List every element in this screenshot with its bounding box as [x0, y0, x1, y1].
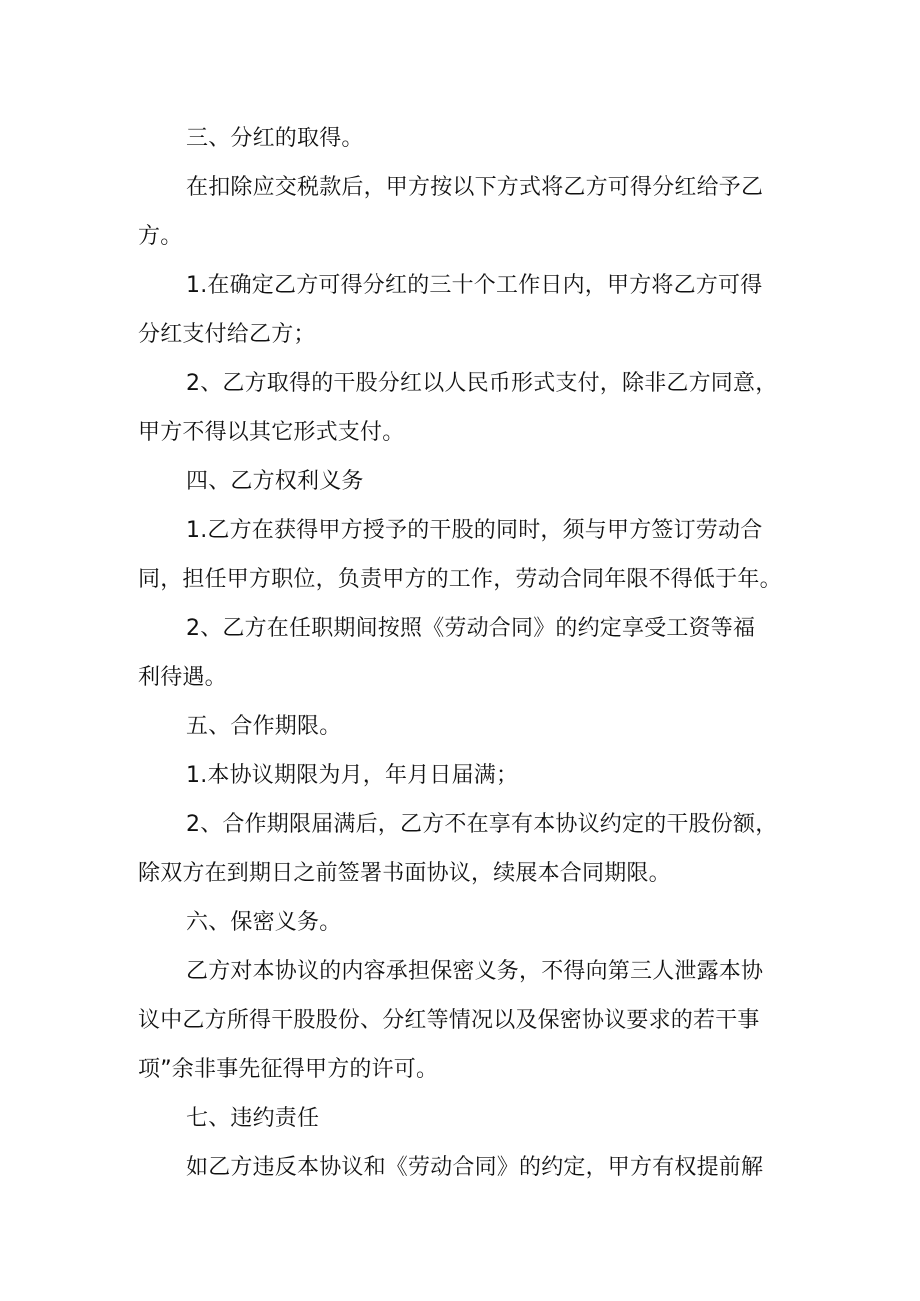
section-5-item-2-line: 2、合作期限届满后，乙方不在享有本协议约定的干股份额， — [186, 812, 778, 837]
section-7-heading: 七、违约责任 — [186, 1106, 320, 1131]
section-6-heading: 六、保密义务。 — [186, 910, 342, 935]
section-4-heading: 四、乙方权利义务 — [186, 469, 364, 494]
section-4-item-1-line: 同，担任甲方职位，负责甲方的工作，劳动合同年限不得低于年。 — [138, 567, 782, 592]
section-3-paragraph-line: 方。 — [138, 224, 183, 249]
section-3-paragraph-line: 在扣除应交税款后，甲方按以下方式将乙方可得分红给予乙 — [186, 175, 764, 200]
section-3-item-1-line: 分红支付给乙方； — [138, 322, 316, 347]
section-6-paragraph-line: 乙方对本协议的内容承担保密义务，不得向第三人泄露本协 — [186, 959, 764, 984]
section-3-item-2-line: 甲方不得以其它形式支付。 — [138, 420, 405, 445]
section-4-item-2-line: 利待遇。 — [138, 665, 227, 690]
section-5-item-1-line: 1.本协议期限为月，年月日届满； — [186, 763, 519, 788]
section-6-paragraph-line: 议中乙方所得干股股份、分红等情况以及保密协议要求的若干事 — [138, 1008, 760, 1033]
section-4-item-2-line: 2、乙方在任职期间按照《劳动合同》的约定享受工资等福 — [186, 616, 756, 641]
section-5-item-2-line: 除双方在到期日之前签署书面协议，续展本合同期限。 — [138, 861, 671, 886]
section-4-item-1-line: 1.乙方在获得甲方授予的干股的同时，须与甲方签订劳动合 — [186, 518, 763, 543]
section-6-paragraph-line: 项”余非事先征得甲方的许可。 — [138, 1057, 439, 1082]
section-7-paragraph-line: 如乙方违反本协议和《劳动合同》的约定，甲方有权提前解 — [186, 1155, 764, 1180]
section-3-item-1-line: 1.在确定乙方可得分红的三十个工作日内，甲方将乙方可得 — [186, 273, 763, 298]
section-3-item-2-line: 2、乙方取得的干股分红以人民币形式支付，除非乙方同意， — [186, 371, 778, 396]
section-3-heading: 三、分红的取得。 — [186, 126, 364, 151]
section-5-heading: 五、合作期限。 — [186, 714, 342, 739]
